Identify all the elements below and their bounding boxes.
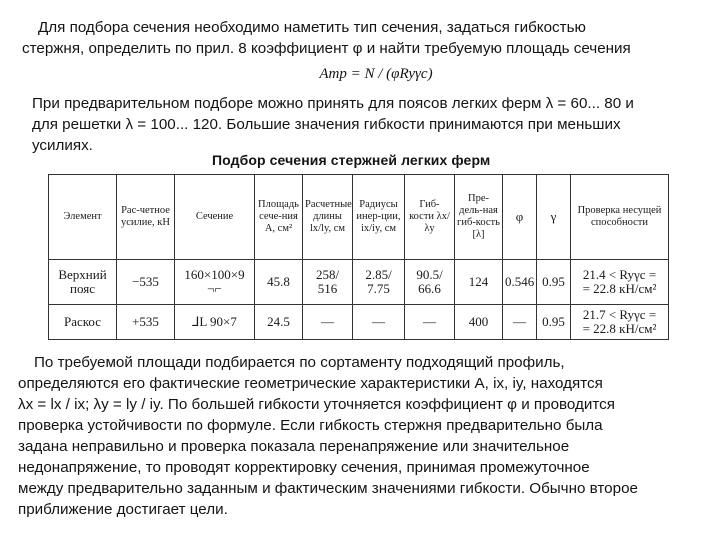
cell-element: Раскос	[49, 305, 117, 340]
cell-section	[175, 260, 255, 305]
cell-gamma: 0.95	[537, 260, 571, 305]
paragraph-mid-line-2: для решетки λ = 100... 120. Большие значения гибкости принимаются при меньших	[32, 116, 621, 133]
header-check: Проверка несущей способности	[571, 175, 669, 260]
cell-section: ⅃L 90×7	[175, 305, 255, 340]
paragraph-bottom-line-7: между предварительно заданным и фактическим значениями гибкости. Обычно второе	[18, 480, 638, 497]
paragraph-bottom-line-4: проверка устойчивости по формуле. Если гибкость стержня предварительно была	[18, 417, 603, 434]
paragraph-bottom-line-3: λx = lx / ix; λy = ly / iy. По большей гибкости уточняется коэффициент φ и проводится	[18, 396, 615, 413]
cell-element: Верхний пояс	[49, 260, 117, 305]
cell-limit: 124	[455, 260, 503, 305]
cell-slenderness: 90.5/ 66.6	[405, 260, 455, 305]
cell-phi: 0.546	[503, 260, 537, 305]
paragraph-bottom-line-8: приближение достигает цели.	[18, 501, 228, 518]
paragraph-top-line-1: Для подбора сечения необходимо наметить тип сечения, задаться гибкостью	[38, 19, 586, 36]
cell-lengths: —	[303, 305, 353, 340]
table-row	[49, 305, 669, 340]
section-selection-table	[48, 174, 669, 340]
cell-check	[571, 305, 669, 340]
header-element: Элемент	[49, 175, 117, 260]
paragraph-bottom-line-1: По требуемой площади подбирается по сортаменту подходящий профиль,	[34, 354, 565, 371]
cell-phi: —	[503, 305, 537, 340]
paragraph-top	[18, 17, 708, 59]
cell-slenderness: —	[405, 305, 455, 340]
check-line-1: 21.4 < Ryγc =	[582, 267, 657, 282]
table-title: Подбор сечения стержней легких ферм	[212, 152, 491, 168]
cell-radii: 2.85/ 7.75	[353, 260, 405, 305]
paragraph-mid	[18, 93, 708, 156]
paragraph-mid-line-1: При предварительном подборе можно принять для поясов легких ферм λ = 60... 80 и	[32, 95, 634, 112]
header-section: Сечение	[175, 175, 255, 260]
header-limit: Пре-дель-ная гиб-кость [λ]	[455, 175, 503, 260]
paragraph-bottom-line-5: задана неправильно и проверка показала перенапряжение или значительное	[18, 438, 570, 455]
cell-limit: 400	[455, 305, 503, 340]
paragraph-bottom-line-6: недонапряжение, то проводят корректировку сечения, принимая промежуточное	[18, 459, 590, 476]
cell-check	[571, 260, 669, 305]
header-area: Площадь сече-ния A, см²	[255, 175, 303, 260]
paragraph-bottom	[18, 352, 708, 520]
header-radii: Радиусы инер-ции, ix/iy, см	[353, 175, 405, 260]
table-row	[49, 260, 669, 305]
check-line-2: = 22.8 кН/см²	[582, 281, 657, 296]
paragraph-bottom-line-2: определяются его фактические геометрические характеристики A, ix, iy, находятся	[18, 375, 603, 392]
cell-area: 45.8	[255, 260, 303, 305]
section-symbol: ¬⌐	[207, 281, 222, 296]
cell-area: 24.5	[255, 305, 303, 340]
check-line-2: = 22.8 кН/см²	[582, 321, 657, 336]
table-header-row	[49, 175, 669, 260]
cell-lengths: 258/ 516	[303, 260, 353, 305]
paragraph-mid-line-3: усилиях.	[32, 137, 93, 154]
section-label: 160×100×9	[184, 267, 245, 282]
header-phi: φ	[503, 175, 537, 260]
cell-radii: —	[353, 305, 405, 340]
required-area-formula: Aтр = N / (φRyγc)	[319, 66, 433, 82]
header-slenderness: Гиб-кости λx/λy	[405, 175, 455, 260]
check-line-1: 21.7 < Ryγc =	[582, 307, 657, 322]
header-gamma: γ	[537, 175, 571, 260]
header-force: Рас-четное усилие, кН	[117, 175, 175, 260]
header-lengths: Расчетные длины lx/ly, см	[303, 175, 353, 260]
cell-force: −535	[117, 260, 175, 305]
paragraph-top-line-2: стержня, определить по прил. 8 коэффициент φ и найти требуемую площадь сечения	[22, 40, 631, 57]
cell-force: +535	[117, 305, 175, 340]
cell-gamma: 0.95	[537, 305, 571, 340]
